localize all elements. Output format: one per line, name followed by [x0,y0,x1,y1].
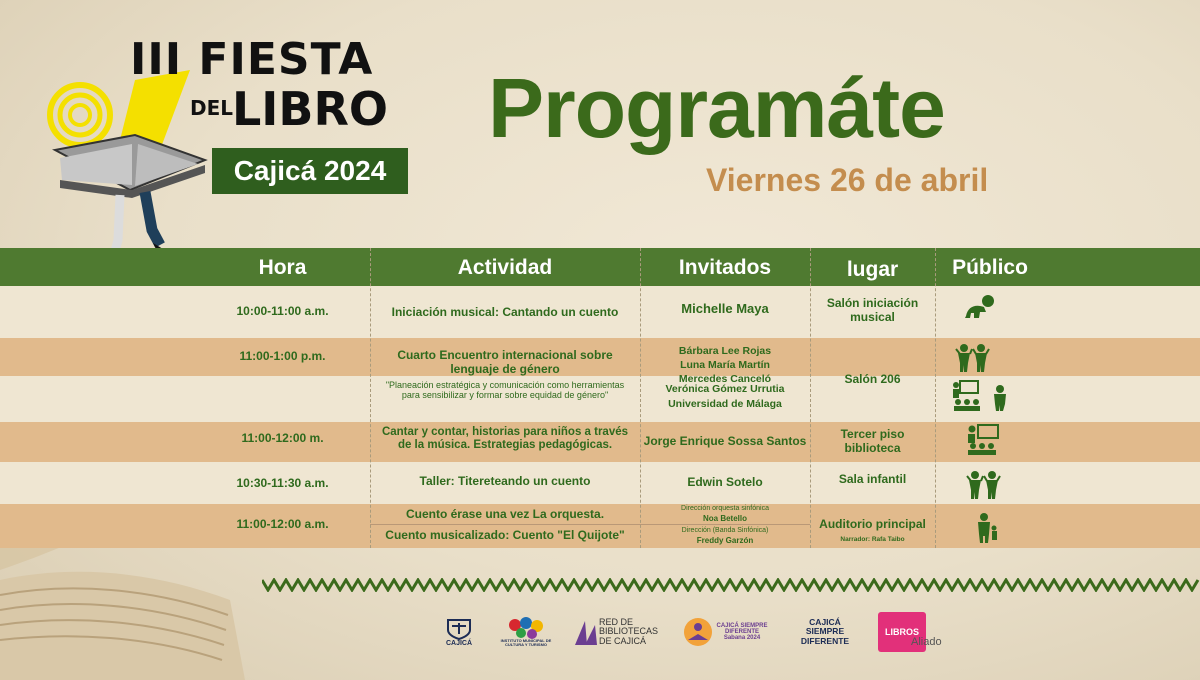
library-network-icon [573,617,599,647]
row5-invitado-1-role: Dirección orquesta sinfónica [681,505,769,512]
crawling-baby-icon [962,294,996,320]
header-lugar: lugar [846,258,899,281]
row5-invitado-2-name: Freddy Garzón [696,536,754,545]
sponsor-name: CAJICÁ [445,639,473,647]
aliado-label: Aliado [911,636,942,648]
row2-invitado: Bárbara Lee Rojas [678,345,772,357]
sponsor-name: RED DE BIBLIOTECAS DE CAJICÁ [599,616,659,646]
sponsor-logo [790,612,860,652]
page-title: Programáte [488,61,945,155]
row3-actividad: Cantar y contar, historias para niños a través de la música. Estrategias pedagógicas. [381,426,629,452]
row4-lugar: Sala infantil [838,472,907,486]
row3-lugar: Tercer piso biblioteca [840,427,905,455]
teacher-class-icon [964,424,1000,456]
family-icon [974,512,998,544]
zigzag-divider [262,578,1200,592]
row2-actividad-note: "Planeación estratégica y comunicación como herramientas para sensibilizar y formar sobre equidad de género" [385,380,625,401]
row5-hora: 11:00-12:00 a.m. [236,517,329,531]
row4-actividad: Taller: Titereteando un cuento [419,474,591,488]
row4-invitados: Edwin Sotelo [687,475,763,489]
sponsor-name: CAJICÁ SIEMPRE DIFERENTE Sabana 2024 [716,623,768,641]
header-actividad: Actividad [457,256,553,279]
header-hora: Hora [258,256,307,279]
row3-hora: 11:00-12:00 m. [241,431,324,445]
logo-del-text: DEL [190,96,234,120]
row5-actividad-2: Cuento musicalizado: Cuento "El Quijote" [385,528,625,542]
row5-invitado-2-role: Dirección (Banda Sinfónica) [681,527,769,534]
header-invitados: Invitados [678,256,772,279]
sponsor-logo [572,612,662,652]
sponsor-logo [680,612,772,652]
row1-invitados: Michelle Maya [681,301,769,316]
column-divider [935,248,936,548]
reading-child-icon [682,616,714,648]
row2-invitado: Verónica Gómez Urrutia [665,383,785,395]
children-icon [966,470,1002,500]
sponsor-name: INSTITUTO MUNICIPAL DE CULTURA Y TURISMO [500,638,552,647]
sponsor-name: CAJICÁ SIEMPRE DIFERENTE [800,616,850,646]
row2-hora: 11:00-1:00 p.m. [239,349,326,363]
row1-actividad: Iniciación musical: Cantando un cuento [391,305,619,319]
culture-institute-icon [507,617,545,639]
row5-lugar-note: Narrador: Rafa Taibo [840,536,905,543]
row2-lugar: Salón 206 [844,372,901,386]
row2-invitado: Mercedes Canceló [678,373,772,385]
coat-of-arms-icon [446,618,472,640]
logo-year-band: Cajicá 2024 [212,148,408,194]
sponsor-logo [438,612,480,652]
row5-actividad-1: Cuento érase una vez La orquesta. [405,507,605,521]
row3-invitados: Jorge Enrique Sossa Santos [643,434,807,448]
row5-invitado-1-name: Noa Betello [702,514,747,523]
row2-invitado: Universidad de Málaga [668,398,782,410]
column-divider [370,248,371,548]
sponsor-logos [438,610,926,654]
row4-hora: 10:30-11:30 a.m. [236,476,329,490]
row5-divider [370,524,810,525]
row1-hora: 10:00-11:00 a.m. [236,304,329,318]
column-divider [810,248,811,548]
row2-actividad: Cuarto Encuentro internacional sobre lenguaje de género [397,348,613,376]
logo-libro-text: LIBRO [232,82,389,136]
fiesta-del-libro-logo [40,30,420,280]
children-icon [955,343,991,373]
event-date: Viernes 26 de abril [706,162,989,198]
teacher-class-icon [950,380,1014,412]
row1-lugar: Salón iniciación musical [826,296,919,324]
row5-lugar: Auditorio principal [819,517,926,531]
sponsor-name: LIBROS [884,627,919,637]
logo-title: III FIESTA [130,34,374,85]
row2-invitado: Luna María Martín [680,359,770,371]
sponsor-logo [498,610,554,654]
header-publico: Público [952,256,1028,279]
